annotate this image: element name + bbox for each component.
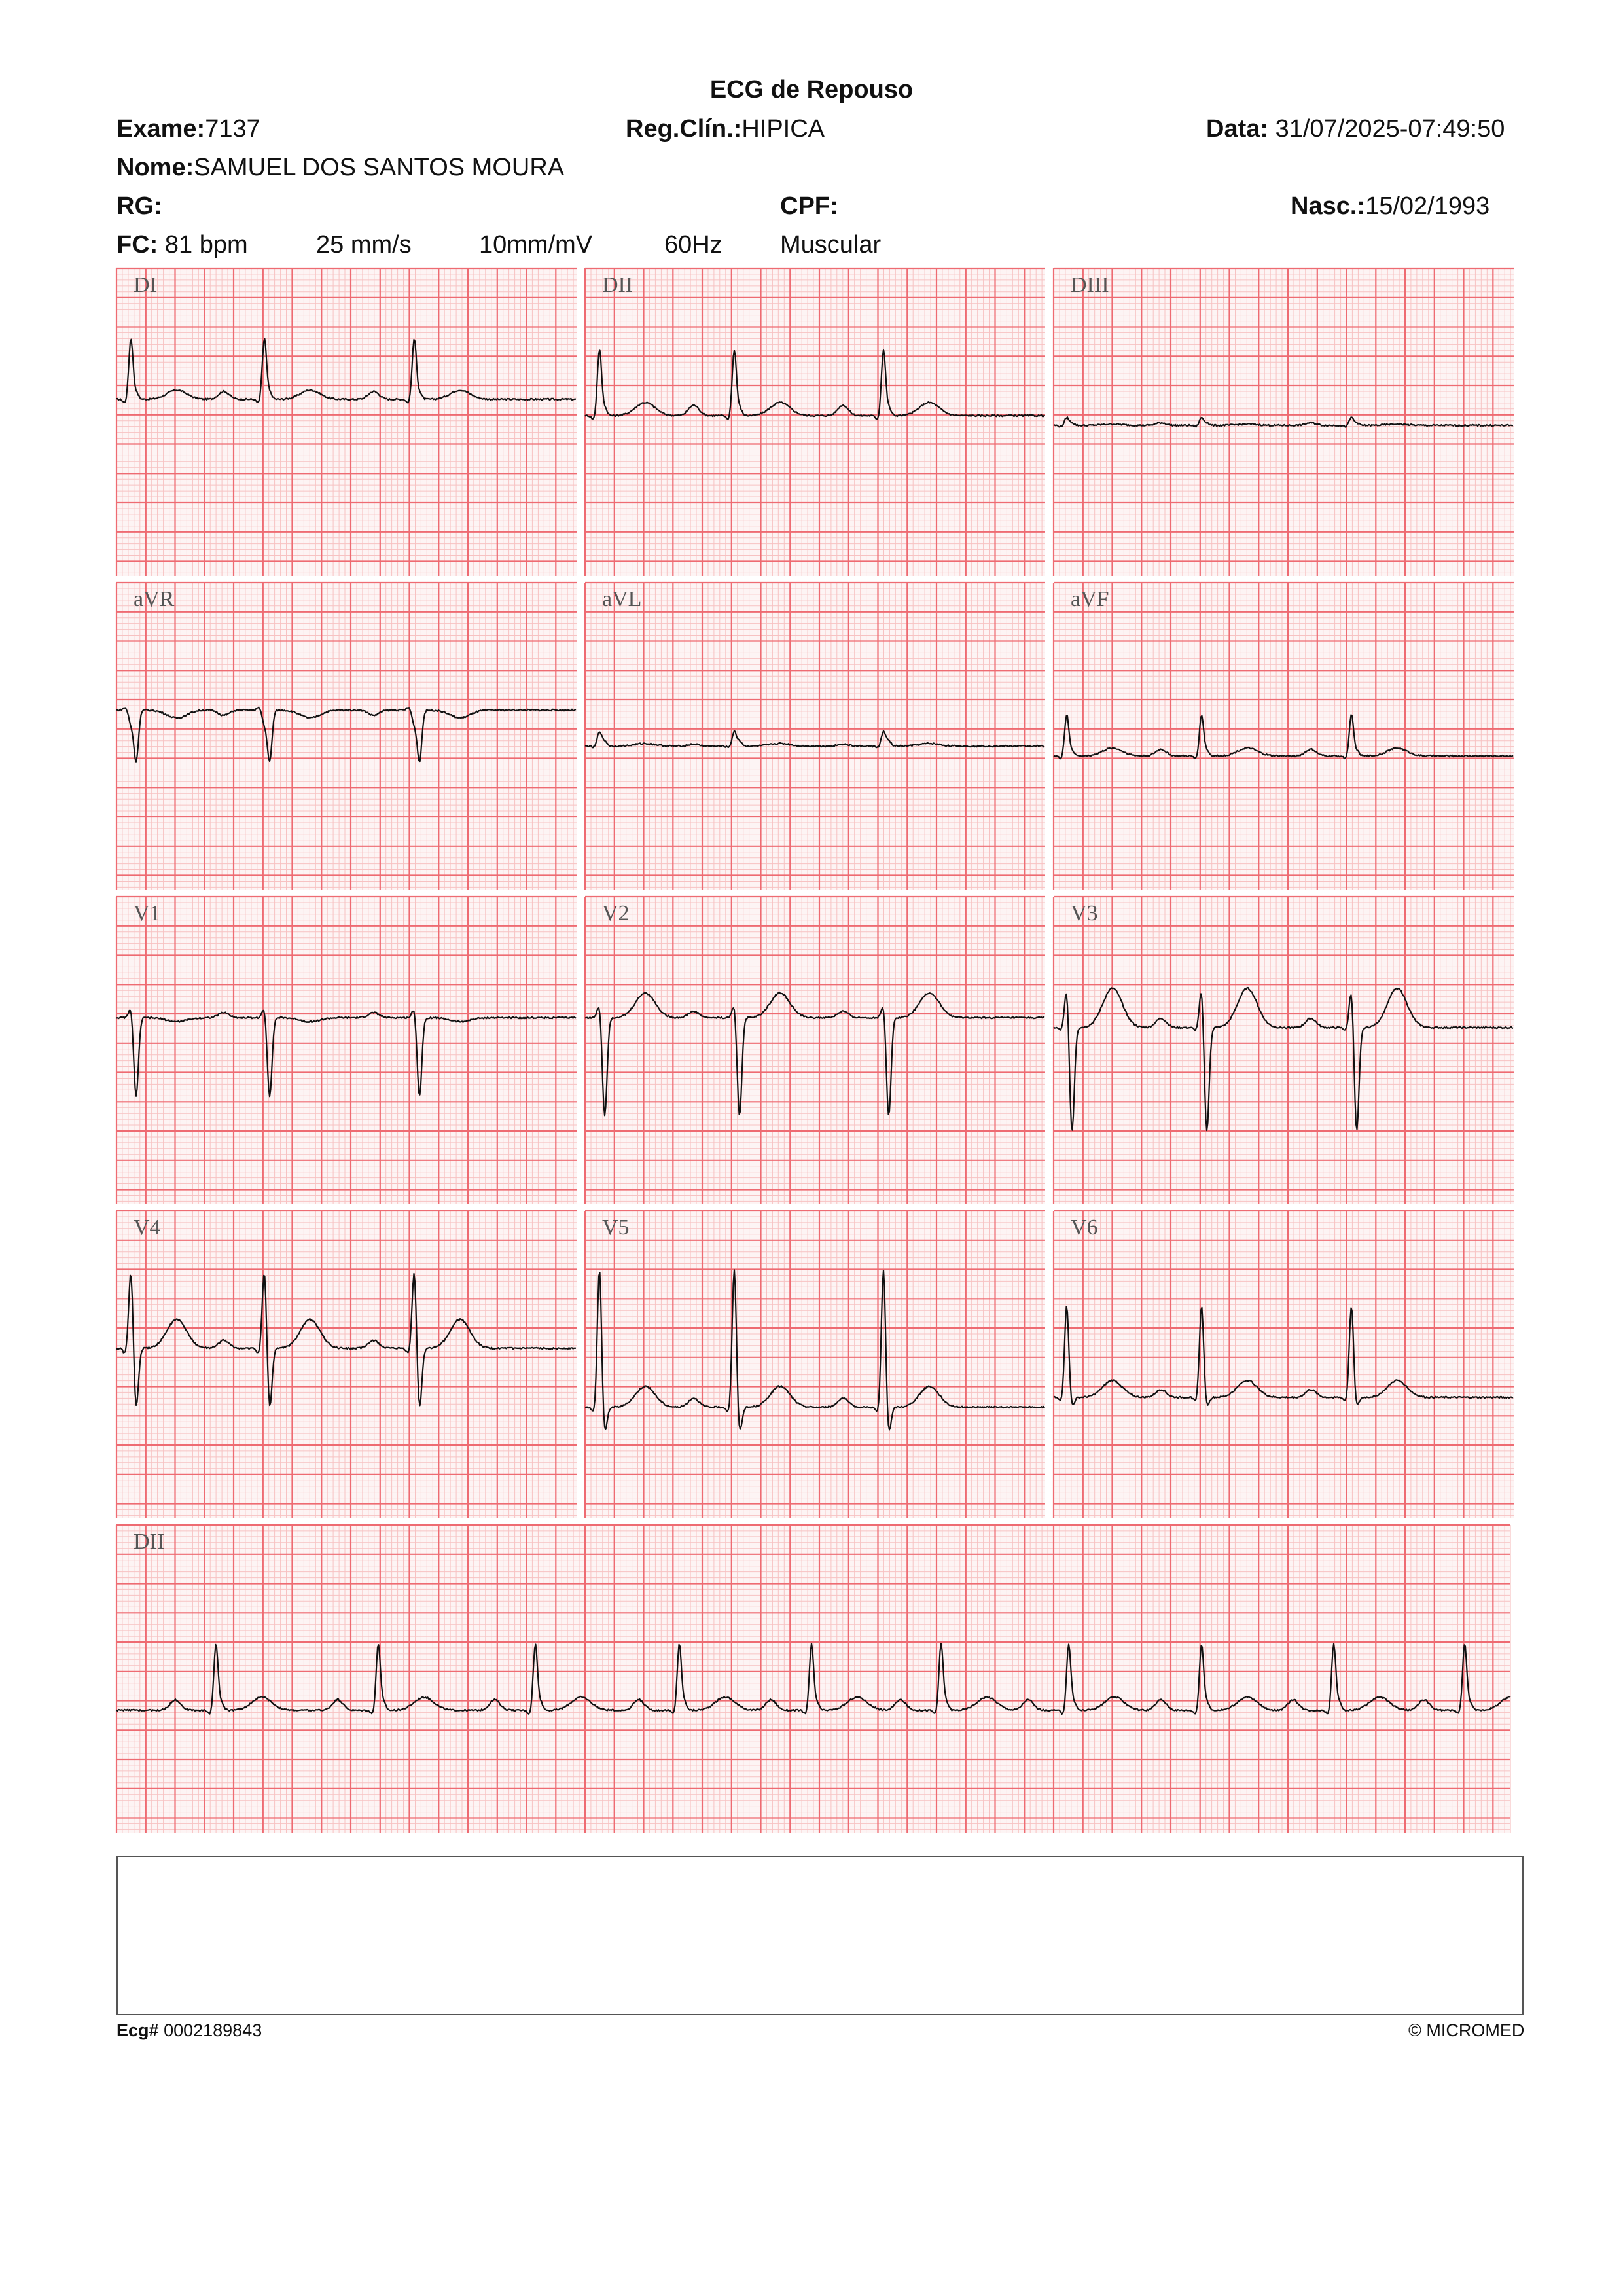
mains-filter-value: 60Hz xyxy=(664,231,722,259)
lead-panel-avr xyxy=(116,583,577,890)
lead-label-avf: aVF xyxy=(1071,587,1109,611)
hr-label: FC: xyxy=(116,231,158,259)
rg-label: RG: xyxy=(116,192,162,220)
lead-panel-v2 xyxy=(585,897,1045,1204)
lead-label-v4: V4 xyxy=(134,1215,161,1240)
report-title: ECG de Repouso xyxy=(709,76,914,103)
date-value: 31/07/2025-07:49:50 xyxy=(1275,115,1505,143)
name-label: Nome: xyxy=(116,154,194,181)
lead-panel-avl xyxy=(585,583,1045,890)
lead-panel-avf xyxy=(1054,583,1514,890)
lead-label-v6: V6 xyxy=(1071,1215,1098,1240)
lead-label-v1: V1 xyxy=(134,901,161,925)
lead-label-v5: V5 xyxy=(602,1215,630,1240)
lead-label-diii: DIII xyxy=(1071,273,1109,297)
lead-label-v2: V2 xyxy=(602,901,630,925)
hr-value: 81 bpm xyxy=(164,231,248,259)
lead-panel-di xyxy=(116,268,577,576)
birth-label: Nasc.: xyxy=(1291,192,1366,220)
cpf-label: CPF: xyxy=(780,192,838,220)
lead-label-avr: aVR xyxy=(134,587,175,611)
ecg-number-label: Ecg# xyxy=(116,2020,159,2040)
gain-value: 10mm/mV xyxy=(479,231,593,259)
exam-value: 7137 xyxy=(205,115,260,143)
regclin-label: Reg.Clín.: xyxy=(626,115,742,143)
birth-value: 15/02/1993 xyxy=(1365,192,1490,220)
lead-panel-dii xyxy=(585,268,1045,576)
rhythm-lead-label: DII xyxy=(134,1530,165,1554)
filter-value: Muscular xyxy=(780,231,882,259)
comments-box xyxy=(116,1856,1524,2015)
lead-label-avl: aVL xyxy=(602,587,642,611)
rhythm-strip-panel xyxy=(116,1525,1510,1833)
ecg-number-value: 0002189843 xyxy=(164,2020,262,2040)
lead-panel-v1 xyxy=(116,897,577,1204)
date-label: Data: xyxy=(1206,115,1269,143)
regclin-value: HIPICA xyxy=(741,115,825,143)
lead-label-v3: V3 xyxy=(1071,901,1098,925)
lead-panel-diii xyxy=(1054,268,1514,576)
lead-panel-v4 xyxy=(116,1211,577,1518)
lead-panel-v5 xyxy=(585,1211,1045,1518)
name-value: SAMUEL DOS SANTOS MOURA xyxy=(194,154,565,181)
ecg-number-field xyxy=(116,2020,262,2041)
lead-panel-v3 xyxy=(1054,897,1514,1204)
lead-label-dii: DII xyxy=(602,273,633,297)
speed-value: 25 mm/s xyxy=(316,231,412,259)
lead-label-di: DI xyxy=(134,273,157,297)
exam-label: Exame: xyxy=(116,115,205,143)
copyright-text: © MICROMED xyxy=(1408,2020,1525,2040)
lead-panel-v6 xyxy=(1054,1211,1514,1518)
